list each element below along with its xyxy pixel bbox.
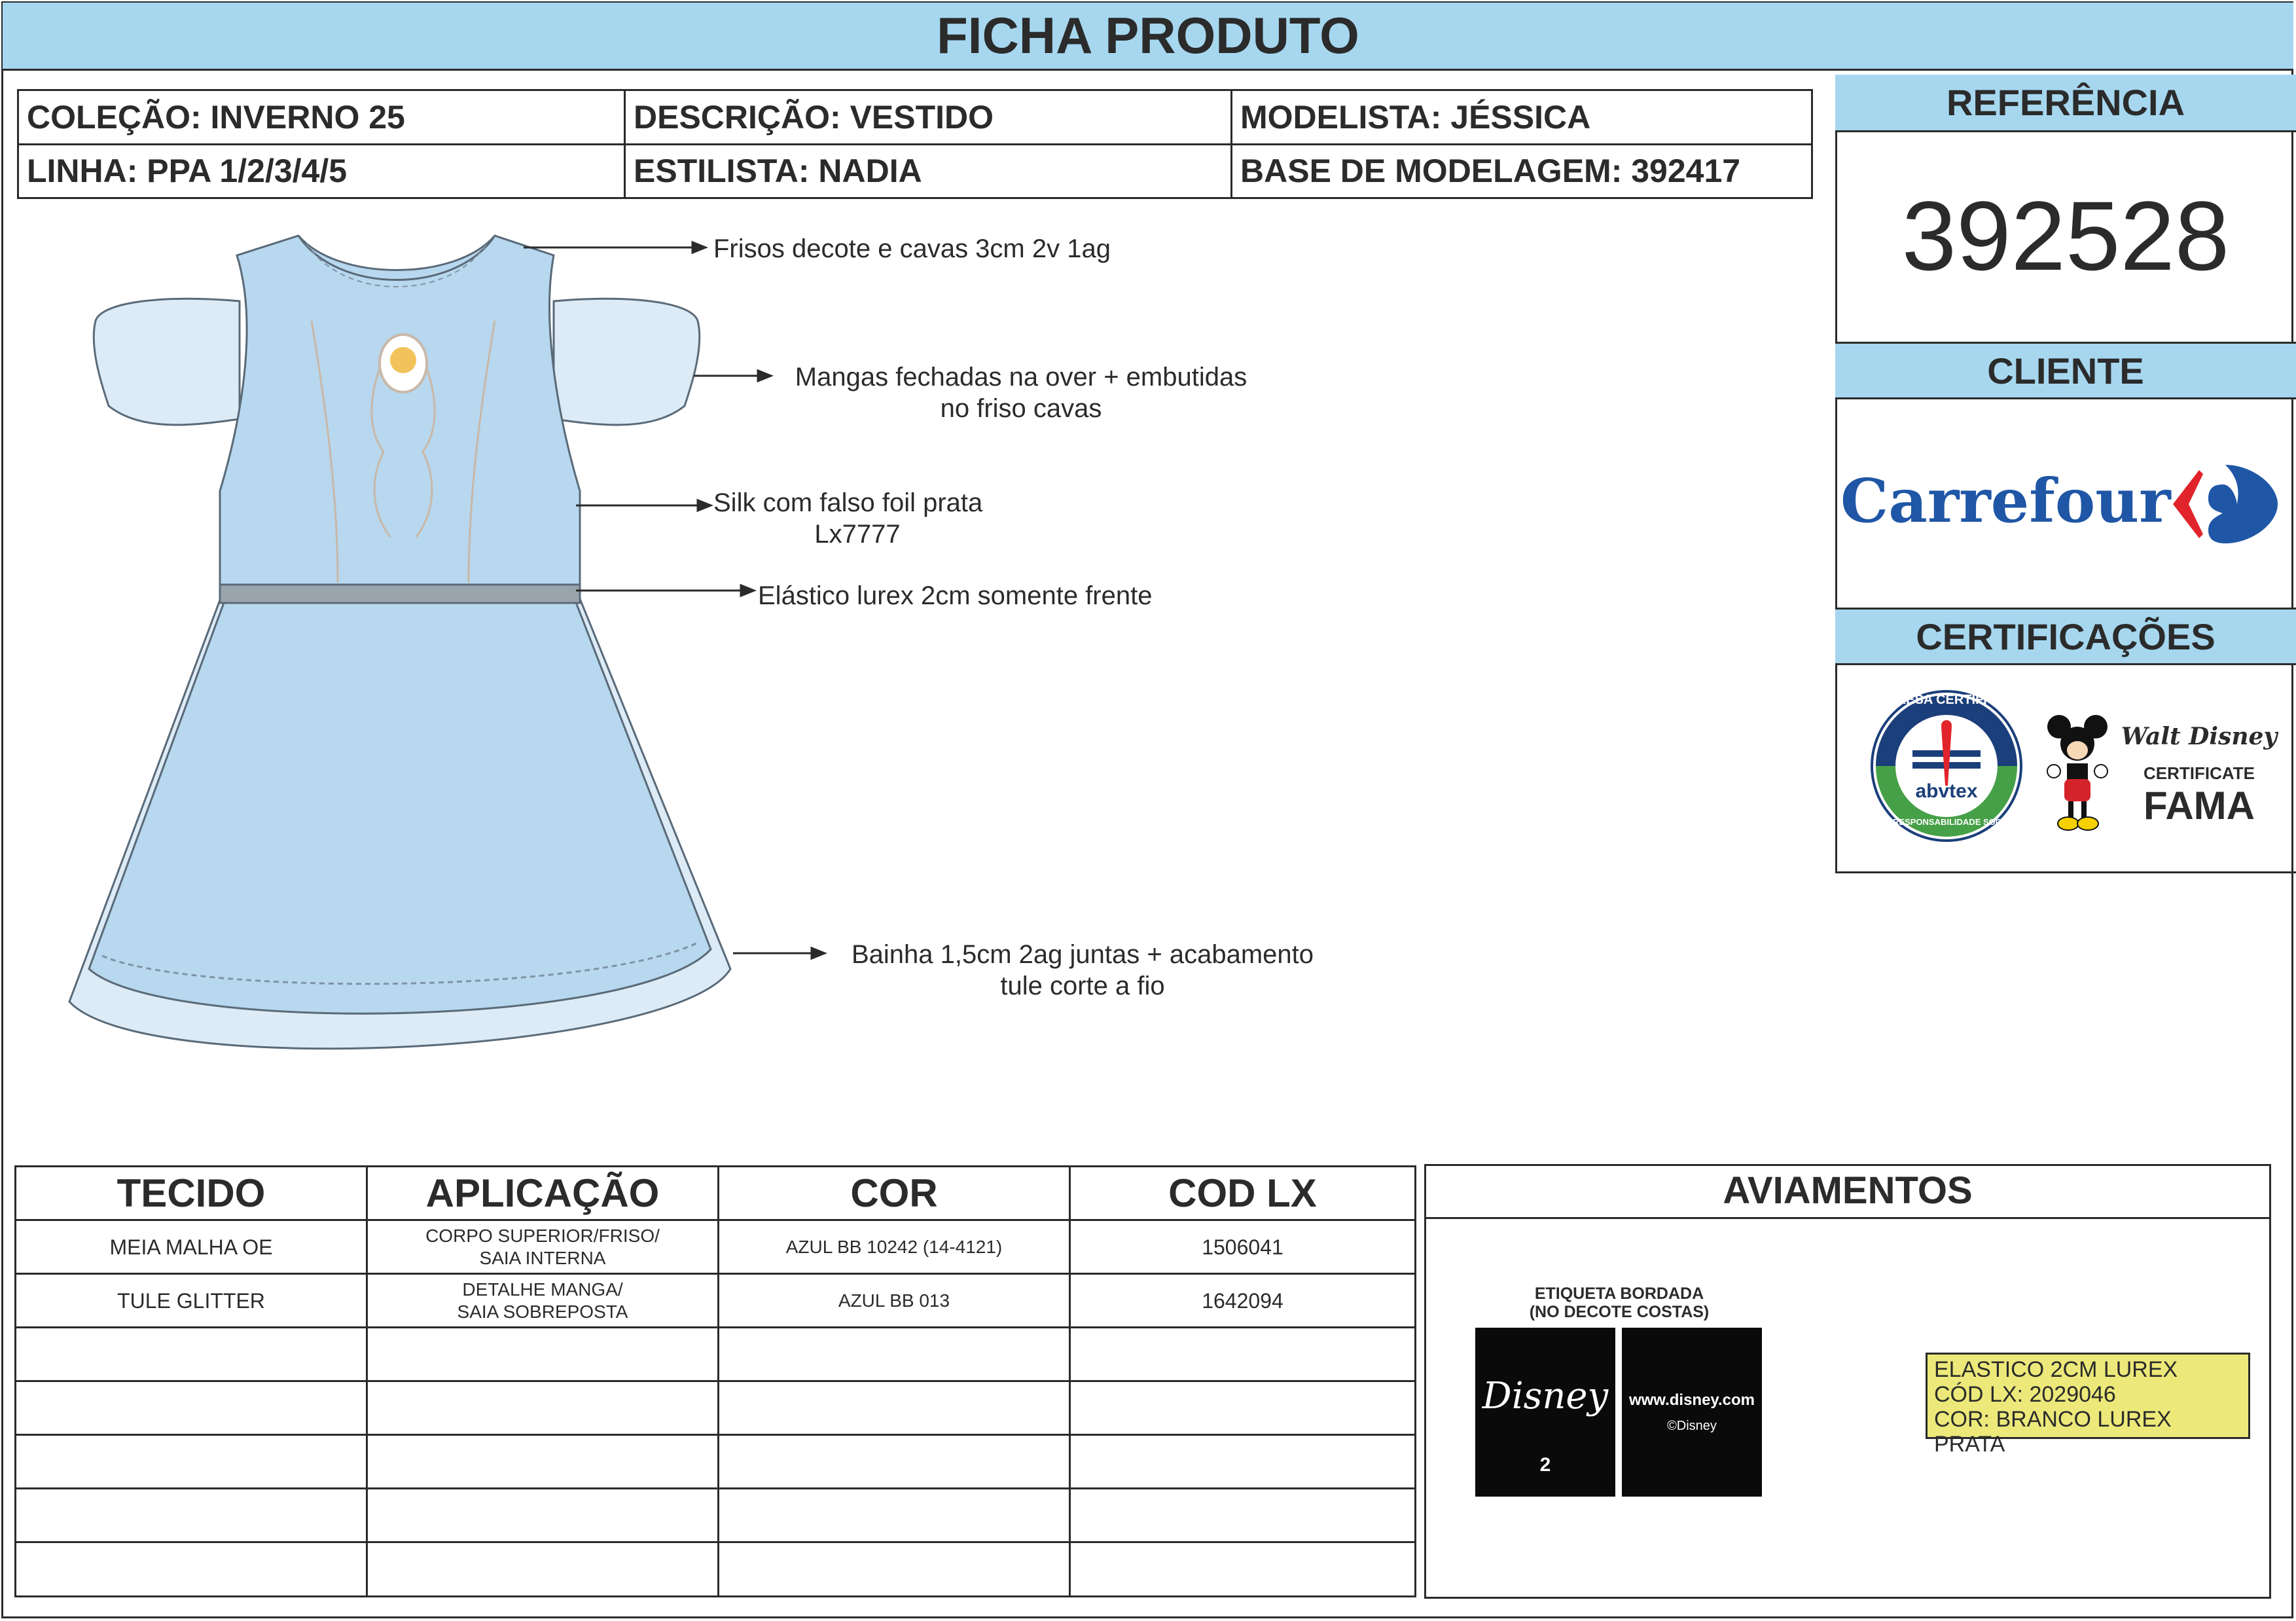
callout-elastico-line: Elástico lurex 2cm somente frente xyxy=(758,581,1153,610)
etiqueta-label xyxy=(1475,1284,1763,1321)
cell-cod-lx: 1642094 xyxy=(1070,1274,1416,1328)
referencia-header: REFERÊNCIA xyxy=(1835,75,2296,132)
etiqueta-label-line2: (NO DECOTE COSTAS) xyxy=(1529,1303,1710,1321)
etiqueta-back-copy: ©Disney xyxy=(1667,1418,1717,1433)
table-row xyxy=(16,1220,1416,1274)
descricao-cell: DESCRIÇÃO: VESTIDO xyxy=(625,90,1232,145)
cell-aplicacao-line1: DETALHE MANGA/ xyxy=(462,1279,623,1300)
etiqueta-back-url: www.disney.com xyxy=(1628,1391,1755,1409)
callout-silk-line2: Lx7777 xyxy=(814,520,901,549)
abvtex-top-text: EMPRESA CERTIFICADA xyxy=(1868,693,2025,707)
elastico-note-line3: COR: BRANCO LUREX PRATA xyxy=(1934,1407,2172,1457)
aviamentos-title: AVIAMENTOS xyxy=(1424,1164,2271,1219)
callout-silk xyxy=(713,487,1001,550)
header-cor: COR xyxy=(719,1167,1070,1220)
table-row-empty xyxy=(16,1489,1416,1542)
cell-cor: AZUL BB 013 xyxy=(719,1274,1070,1328)
callout-silk-line1: Silk com falso foil prata xyxy=(713,488,983,517)
base-cell: BASE DE MODELAGEM: 392417 xyxy=(1232,144,1812,198)
callout-mangas-line2: no friso cavas xyxy=(940,394,1102,423)
etiqueta-front xyxy=(1475,1328,1615,1497)
callout-bainha-line2: tule corte a fio xyxy=(1000,972,1165,1000)
cell-aplicacao xyxy=(367,1220,719,1274)
callout-elastico xyxy=(758,580,1216,611)
cliente-header: CLIENTE xyxy=(1835,342,2296,399)
header-aplicacao: APLICAÇÃO xyxy=(367,1167,719,1220)
table-row-empty xyxy=(16,1328,1416,1381)
table-row-empty xyxy=(16,1381,1416,1435)
estilista-cell: ESTILISTA: NADIA xyxy=(625,144,1232,198)
disney-cert-text: CERTIFICATE xyxy=(2144,763,2255,783)
abvtex-name: abvtex xyxy=(1915,780,1978,802)
materials-table xyxy=(14,1165,1416,1597)
callout-bainha xyxy=(827,939,1338,1002)
header-tecido: TECIDO xyxy=(16,1167,367,1220)
callout-bainha-line1: Bainha 1,5cm 2ag juntas + acabamento xyxy=(851,940,1314,969)
elastico-note-line1: ELASTICO 2CM LUREX xyxy=(1934,1357,2178,1382)
cell-cod-lx: 1506041 xyxy=(1070,1220,1416,1274)
table-row xyxy=(16,1274,1416,1328)
disney-fama-text: FAMA xyxy=(2144,784,2255,828)
callout-mangas xyxy=(772,361,1270,424)
cell-cor: AZUL BB 10242 (14-4121) xyxy=(719,1220,1070,1274)
cell-tecido: TULE GLITTER xyxy=(16,1274,367,1328)
etiqueta-back xyxy=(1622,1328,1762,1497)
cell-aplicacao-line2: SAIA INTERNA xyxy=(479,1247,606,1268)
header-cod-lx: COD LX xyxy=(1070,1167,1416,1220)
callout-mangas-line1: Mangas fechadas na over + embutidas xyxy=(795,363,1247,392)
page-title: FICHA PRODUTO xyxy=(3,3,2293,71)
modelista-cell: MODELISTA: JÉSSICA xyxy=(1232,90,1812,145)
referencia-value: 392528 xyxy=(1901,180,2230,291)
cell-aplicacao-line2: SAIA SOBREPOSTA xyxy=(457,1301,628,1322)
callout-frisos xyxy=(713,233,1172,264)
certificacoes-header: CERTIFICAÇÕES xyxy=(1835,608,2296,665)
etiqueta-front-size: 2 xyxy=(1539,1453,1551,1476)
cell-tecido: MEIA MALHA OE xyxy=(16,1220,367,1274)
etiqueta-label-line1: ETIQUETA BORDADA xyxy=(1534,1284,1704,1303)
table-row-empty xyxy=(16,1542,1416,1597)
disney-brand-text: Walt Disney xyxy=(2121,723,2278,750)
carrefour-logo-text: Carrefour xyxy=(1840,465,2171,536)
table-row-empty xyxy=(16,1435,1416,1489)
callout-frisos-line: Frisos decote e cavas 3cm 2v 1ag xyxy=(713,234,1111,263)
etiqueta-front-brand: Disney xyxy=(1482,1374,1609,1417)
linha-cell: LINHA: PPA 1/2/3/4/5 xyxy=(18,144,625,198)
cell-aplicacao xyxy=(367,1274,719,1328)
elastico-note xyxy=(1926,1353,2250,1457)
cell-aplicacao-line1: CORPO SUPERIOR/FRISO/ xyxy=(425,1225,660,1246)
elastico-note-line2: CÓD LX: 2029046 xyxy=(1934,1382,2116,1407)
abvtex-bottom-text: EM RESPONSABILIDADE SOCIAL xyxy=(1877,817,2016,827)
colecao-cell: COLEÇÃO: INVERNO 25 xyxy=(18,90,625,145)
